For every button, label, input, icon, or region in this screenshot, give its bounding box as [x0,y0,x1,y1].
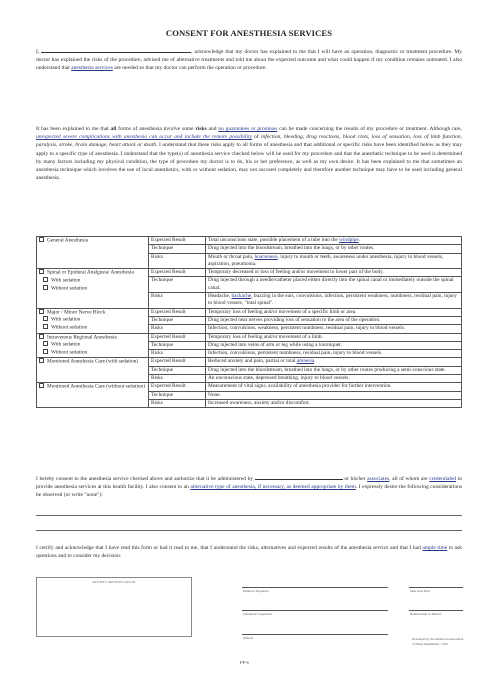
description-text: An unconscious state, depressed breathing, injury to blood vessels. [208,375,350,382]
description-text: Temporary loss of feeling and/or movement of a specific limb or area. [208,308,357,315]
row-label: Risks [149,375,206,383]
form-title: CONSENT FOR ANESTHESIA SERVICES [165,28,333,38]
row-label: Technique [149,366,206,374]
row-description [206,277,462,293]
description-text: Total unconscious state, possible placement of a tube into the [208,237,339,243]
sedation-option-label: Without sedation [51,349,88,356]
risks-paragraph [36,125,462,182]
intro-text: , acknowledge that my doctor has explained to me that I will have an operation, diagnostic or treatment procedure. My doctor has explained the risks of the procedure, advised me of alternative treatments and told me about the expected outcome and what could happen if my condition remains untreated. I also understand that [36,49,462,72]
row-description [206,253,462,269]
anesthesia-type-label: Monitored Anesthesia Care (with sedation) [47,358,139,365]
description-text: Drug injected into veins of arm or leg while using a tourniquet. [208,341,342,348]
sedation-option-label: Without sedation [51,285,88,292]
description-text-end: , buzzing in the ears, convulsions, infection, persistent weakness, numbness, residual pain, injury to blood vessels, "total spinal". [208,293,457,307]
consent-text-1: I hereby consent to the anesthesia service checked above and authorize that it be administered by [36,476,255,482]
consent-text-3: , all of whom are [389,476,430,482]
associates-link[interactable]: associates [367,476,390,482]
consent-text-5: . I expressly desire the following considerations be observed (or write "none"): [36,484,462,499]
anesthesia-type-label: Monitored Anesthesia Care (without sedation) [47,383,145,390]
row-description [206,316,462,324]
description-text: Infection, convulsions, persistent numbness, residual pain, injury to blood vessels. [208,350,383,357]
anesthesia-services-link[interactable]: anesthesia services [71,65,113,72]
row-label: Expected Result [149,269,206,277]
table-row [37,308,462,316]
glossary-link[interactable]: hoarseness [254,253,278,260]
description-text: Increased awareness, anxiety and/or discomfort. [208,399,311,406]
row-label: Expected Result [149,383,206,391]
consent-text-4: to provide anesthesia services at this health facility. I also consent to an [36,476,462,491]
risks-text-6: I understand that these risks apply to all forms of anesthesia and that additional or specific risks have been identified below as they may apply to a specific type of anesthesia. I understand that the type(s) of anesthesia service checked below will be used for my procedure and that the anesthetic technique to be used is determined by many factors including my physical condition, the type of procedure my doctor is to do, his or her preference, as well as my own desire. It has been explained to me that sometimes an anesthesia technique which involves the use of local anesthetics, with or without sedation, may not succeed completely and therefore another technique may have to be used including general anesthesia. [36,142,462,182]
row-label: Expected Result [149,308,206,316]
substitute-signature-line[interactable] [242,610,388,611]
description-text-end: . [314,358,316,365]
row-description [206,358,462,366]
patient-identification-label: PATIENT IDENTIFICATION [92,580,136,584]
unexpected-complications-link[interactable]: unexpected severe complications with anesthesia can occur and include the remote possibility [36,134,252,141]
anesthesia-type-checkbox[interactable] [39,269,44,274]
row-description [206,350,462,358]
description-text: Infection, convulsions, weakness, persistent numbness, residual pain, injury to blood vessels. [208,325,406,332]
row-description [206,366,462,374]
row-description [206,245,462,253]
intro-suffix: are needed so that my doctor can perform the operation or procedure. [112,65,267,72]
description-text: Mouth or throat pain, [208,253,255,260]
anesthesia-type-label: Major / Minor Nerve Block [47,309,106,316]
form-code: PP-6 [240,660,249,665]
description-text: Temporary loss of feeling and/or movement of a limb. [208,333,323,340]
row-description [206,308,462,316]
row-label: Risks [149,399,206,407]
relationship-line[interactable] [409,610,463,611]
sedation-checkbox[interactable] [43,277,48,282]
anesthesia-type-label: General Anesthesia [47,237,89,244]
description-text: Reduced anxiety and pain, partial or total [208,358,297,365]
consent-text-2: or his/her [342,476,368,482]
sedation-option [39,316,146,324]
row-label: Expected Result [149,358,206,366]
anesthesia-type-cell [37,358,149,383]
anesthesia-type-cell [37,333,149,358]
table-row [37,269,462,277]
description-text: Drug injected into the bloodstream, breathed into the lungs, or by other routes. [208,245,375,252]
risks-text-3: and [206,126,219,132]
sedation-option-label: With sedation [51,341,81,348]
no-guarantees-link[interactable]: no guarantees or promises [218,126,278,132]
row-label: Technique [149,245,206,253]
row-label: Expected Result [149,237,206,245]
ample-time-link[interactable]: ample time [422,545,448,551]
considerations-line-2[interactable] [36,530,462,531]
relationship-label: Relationship to Patient [410,612,442,616]
sedation-checkbox[interactable] [43,285,48,290]
risks-text-5: of [251,134,261,141]
witness-label: Witness [243,636,254,640]
sedation-option-label: Without sedation [51,324,88,331]
anesthesia-type-checkbox[interactable] [39,309,44,314]
anesthesia-type-checkbox[interactable] [39,358,44,363]
risks-text-4: can be made concerning the results of my procedure or treatment. Although rare, [277,126,463,132]
row-label: Technique [149,341,206,349]
sedation-checkbox[interactable] [43,324,48,329]
row-label: Risks [149,350,206,358]
sedation-checkbox[interactable] [43,316,48,321]
considerations-line-1[interactable] [36,515,462,516]
table-row [37,333,462,341]
row-label: Technique [149,277,206,293]
description-text: Measurement of vital signs, availability of anesthesia provider for further intervention. [208,383,392,390]
certify-text-1: I certify and acknowledge that I have read this form or had it read to me, that I understand the risks, alternatives and expected results of the anesthesia service and that I had [36,545,423,551]
row-description [206,293,462,309]
anesthesia-type-checkbox[interactable] [39,383,44,388]
table-row [37,358,462,366]
risks-text-1: It has been explained to me that [36,126,111,132]
risks-all-bold: all [110,126,117,132]
glossary-link[interactable]: backache [231,293,252,300]
description-text-end: , injury to mouth or teeth, awareness under anesthesia, injury to blood vessels, aspiration, pneumonia. [208,253,444,267]
sedation-option [39,349,146,357]
sedation-option [39,277,146,285]
risks-bold: risks [195,126,207,132]
row-description [206,269,462,277]
row-description [206,391,462,399]
anesthesia-options-table [36,236,462,408]
complications-list: infection, bleeding, drug reactions, blood clots, loss of sensation, loss of limb function, paralysis, stroke, brain damage, heart attack or death. [36,134,462,149]
table-row [37,383,462,391]
sedation-option-label: With sedation [51,277,81,284]
date-time-line[interactable] [409,587,463,588]
patient-name-blank[interactable] [41,47,191,53]
row-description [206,383,462,391]
intro-paragraph [36,47,462,73]
witness-signature-line[interactable] [242,634,388,635]
description-text-end: . [358,237,361,243]
credentialed-link[interactable]: credentialed [429,476,457,482]
sedation-option [39,341,146,349]
glossary-link[interactable]: windpipe [339,237,359,243]
certify-paragraph [36,544,462,560]
date-time-label: Date and Time [410,589,430,593]
sedation-checkbox[interactable] [43,349,48,354]
row-description [206,399,462,407]
row-description [206,237,462,245]
consent-paragraph [36,474,462,500]
substitute-signature-label: Substitute's Signature [243,612,273,616]
row-description [206,341,462,349]
patient-signature-label: Patient's Signature [243,589,269,593]
anesthesia-type-cell [37,308,149,333]
row-label: Risks [149,253,206,269]
sedation-option-label: With sedation [51,316,81,323]
certify-text-2: to ask questions and to consider my decision. [36,545,462,560]
row-description [206,333,462,341]
description-text: Drug injected into the bloodstream, breathed into the lungs, or by other routes producing a semi-conscious state. [208,366,446,373]
credit-line-1: Developed by the American Association [412,637,464,641]
glossary-link[interactable]: amnesia [296,358,315,365]
row-label: Technique [149,391,206,399]
credit-note [412,637,463,646]
row-description [206,375,462,383]
patient-signature-line[interactable] [242,587,388,588]
anesthesia-type-label: Intravenous Regional Anesthesia [47,334,117,341]
risks-text-2: forms of anesthesia involve some [116,126,196,132]
anesthesia-type-cell [37,269,149,308]
anesthesia-type-cell [37,237,149,269]
credit-line-2: of Nurse Anesthetists - 1997 [412,641,449,646]
sedation-option [39,324,146,332]
sedation-option [39,285,146,293]
table-row [37,237,462,245]
anesthesia-type-label: Spinal or Epidural Analgesia/ Anesthesia [47,269,134,276]
sedation-checkbox[interactable] [43,341,48,346]
anesthesia-type-cell [37,383,149,408]
row-description [206,325,462,333]
alternative-type-link[interactable]: alternative type of anesthesia, if necessary, as deemed appropriate by them [190,484,356,491]
row-label: Technique [149,316,206,324]
row-label: Expected Result [149,333,206,341]
patient-identification-box [36,577,192,637]
description-text: Temporary decreased or loss of feeling and/or movement to lower part of the body. [208,269,384,276]
description-text: None. [208,391,221,398]
anesthesia-type-checkbox[interactable] [39,334,44,339]
anesthesia-type-checkbox[interactable] [39,237,44,242]
row-label: Risks [149,293,206,309]
intro-prefix: I, [36,49,40,55]
provider-name-blank[interactable] [255,474,343,480]
description-text: Drug injected near nerves providing loss of sensation to the area of the operation. [208,316,381,323]
description-text: Headache, [208,293,232,300]
description-text: Drug injected through a needle/catheter placed either directly into the spinal canal or immediately outside the spinal canal. [208,277,454,291]
row-label: Risks [149,325,206,333]
